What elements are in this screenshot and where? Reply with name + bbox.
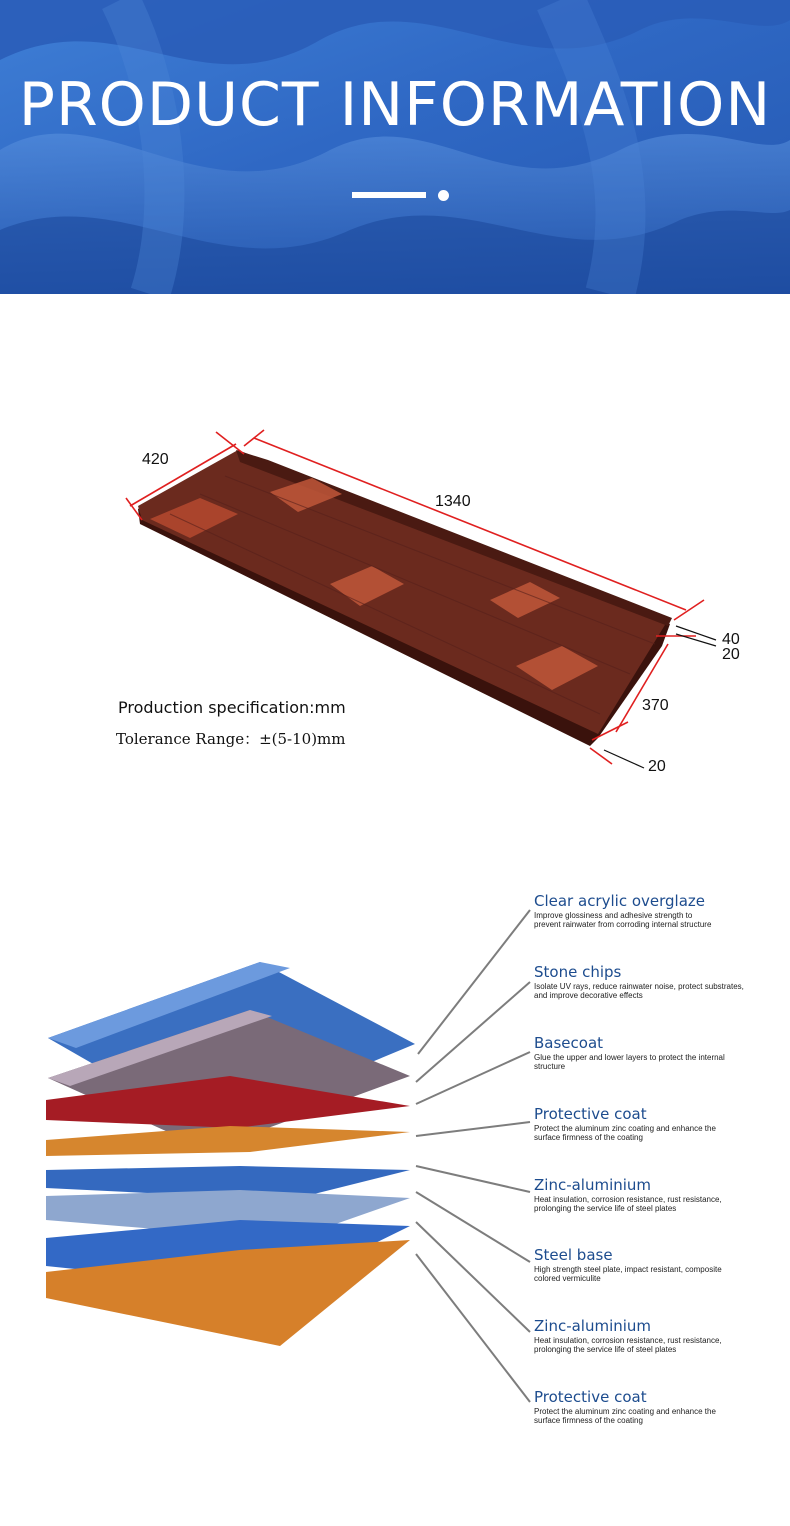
tile-dimension-drawing bbox=[0, 294, 790, 854]
layer-item bbox=[534, 1317, 774, 1354]
layer-title: Steel base bbox=[534, 1246, 613, 1264]
layer-item bbox=[534, 1176, 774, 1213]
title-divider-dash bbox=[352, 192, 426, 198]
layer-item bbox=[534, 963, 774, 1000]
width-dimension-label: 420 bbox=[142, 451, 169, 468]
layer-title: Stone chips bbox=[534, 963, 622, 981]
layer-connector-lines bbox=[416, 910, 530, 1402]
layer-description: Heat insulation, corrosion resistance, rust resistance, prolonging the service life of steel plates bbox=[534, 1336, 722, 1354]
layer-description: Improve glossiness and adhesive strength to prevent rainwater from corroding internal structure bbox=[534, 911, 712, 929]
layer-item bbox=[534, 892, 774, 929]
layer-description: Protect the aluminum zinc coating and enhance the surface firmness of the coating bbox=[534, 1407, 716, 1425]
height-mid-dimension-label: 20 bbox=[722, 646, 740, 663]
layer-title: Zinc-aluminium bbox=[534, 1176, 652, 1194]
header-banner bbox=[0, 0, 790, 294]
layer-title: Protective coat bbox=[534, 1388, 647, 1406]
roof-layer-stack bbox=[46, 962, 415, 1346]
title-divider-dot bbox=[438, 190, 449, 201]
height-top-dimension-label: 40 bbox=[722, 631, 740, 648]
layer-title: Basecoat bbox=[534, 1034, 604, 1052]
depth-dimension-label: 370 bbox=[642, 697, 669, 714]
dimension-section bbox=[0, 294, 790, 854]
layer-description: Glue the upper and lower layers to protect the internal structure bbox=[534, 1053, 725, 1071]
layer-description: Heat insulation, corrosion resistance, rust resistance, prolonging the service life of steel plates bbox=[534, 1195, 722, 1213]
layer-description: High strength steel plate, impact resistant, composite colored vermiculite bbox=[534, 1265, 722, 1283]
layer-structure-section bbox=[0, 870, 790, 1470]
roof-tile-background-image bbox=[0, 0, 790, 294]
page-title: PRODUCT INFORMATION bbox=[18, 70, 772, 140]
layer-title: Clear acrylic overglaze bbox=[534, 892, 705, 910]
layer-title: Zinc-aluminium bbox=[534, 1317, 652, 1335]
height-bottom-dimension-label: 20 bbox=[648, 758, 666, 775]
layer-item bbox=[534, 1388, 774, 1425]
layer-item bbox=[534, 1105, 774, 1142]
layer-description: Protect the aluminum zinc coating and enhance the surface firmness of the coating bbox=[534, 1124, 716, 1142]
layer-title: Protective coat bbox=[534, 1105, 647, 1123]
tolerance-range-text: Tolerance Range：±(5-10)mm bbox=[116, 730, 346, 748]
specification-unit-text: Production specification:mm bbox=[118, 698, 346, 717]
layer-stack-illustration bbox=[0, 870, 790, 1470]
length-dimension-label: 1340 bbox=[435, 493, 471, 510]
layer-description: Isolate UV rays, reduce rainwater noise, protect substrates, and improve decorative effects bbox=[534, 982, 744, 1000]
layer-item bbox=[534, 1034, 774, 1071]
layer-item bbox=[534, 1246, 774, 1283]
